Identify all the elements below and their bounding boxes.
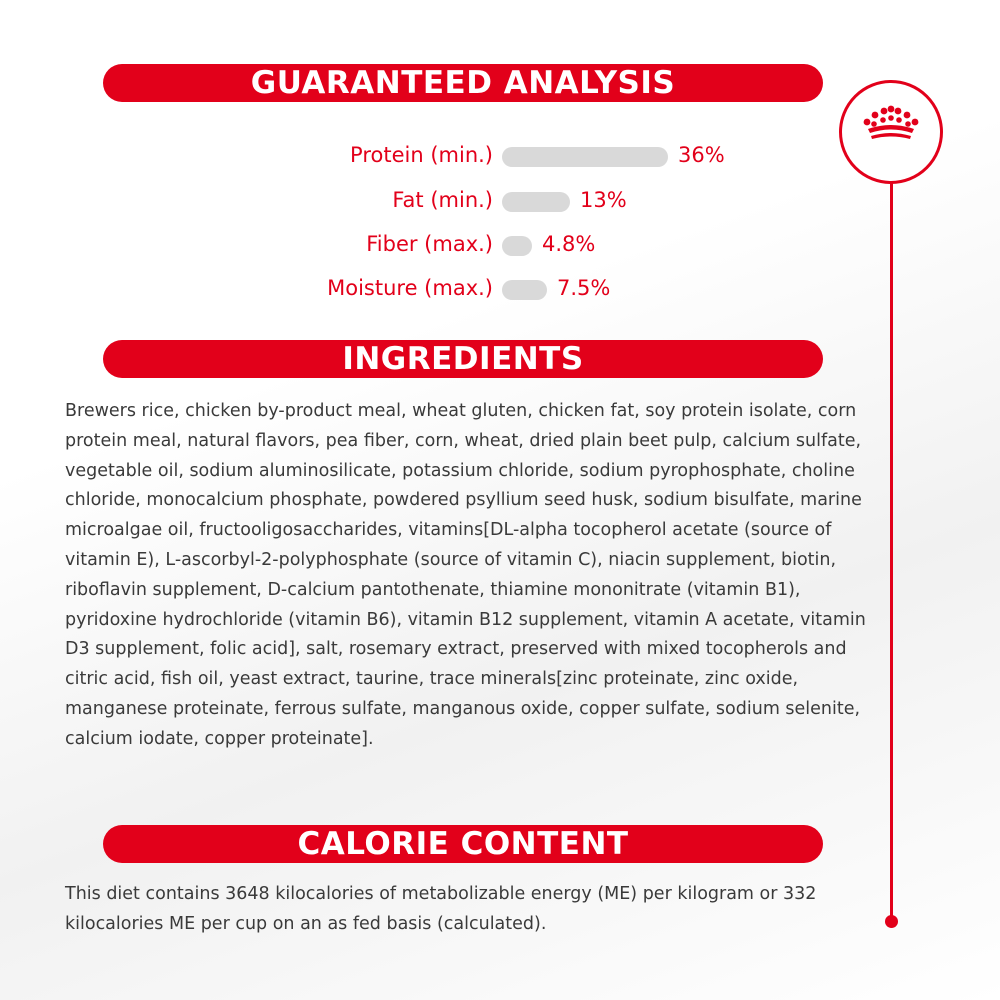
nutrient-label: Protein (min.) <box>350 143 493 167</box>
brand-logo-badge <box>839 80 943 184</box>
nutrient-bar <box>502 192 570 212</box>
ingredients-list: Brewers rice, chicken by-product meal, wheat gluten, chicken fat, soy protein isolate, corn protein meal, natural flavors, pea fiber, corn, wheat, dried plain beet pulp, calcium sulfate, vegetable oil, sodium aluminosilicate, potassium chloride, sodium pyrophosphate, choline chloride, monocalcium phosphate, powdered psyllium seed husk, sodium bisulfate, marine microalgae oil, fructooligosaccharides, vitamins[DL-alpha tocopherol acetate (source of vitamin E), L-ascorbyl-2-polyphosphate (source of vitamin C), niacin supplement, biotin, riboflavin supplement, D-calcium pantothenate, thiamine mononitrate (vitamin B1), pyridoxine hydrochloride (vitamin B6), vitamin B12 supplement, vitamin A acetate, vitamin D3 supplement, folic acid], salt, rosemary extract, preserved with mixed tocopherols and citric acid, fish oil, yeast extract, taurine, trace minerals[zinc proteinate, zinc oxide, manganese proteinate, ferrous sulfate, manganous oxide, copper sulfate, sodium selenite, calcium iodate, copper proteinate]. <box>65 401 866 749</box>
nutrient-row-fiber <box>0 229 1000 263</box>
nutrient-bar <box>502 147 668 167</box>
guaranteed-analysis-heading: GUARANTEED ANALYSIS <box>103 64 823 102</box>
nutrient-label: Fiber (max.) <box>366 232 493 256</box>
nutrient-label: Fat (min.) <box>392 188 493 212</box>
nutrient-bar <box>502 236 532 256</box>
timeline-end-dot <box>885 915 898 928</box>
timeline-line <box>890 183 893 918</box>
nutrient-value: 7.5% <box>557 276 611 300</box>
nutrient-row-fat <box>0 185 1000 219</box>
nutrient-value: 36% <box>678 143 725 167</box>
calorie-statement: This diet contains 3648 kilocalories of metabolizable energy (ME) per kilogram or 332 kilocalories ME per cup on an as fed basis (calculated). <box>65 884 817 934</box>
nutrient-bar <box>502 280 547 300</box>
nutrient-row-moisture <box>0 273 1000 307</box>
nutrient-value: 13% <box>580 188 627 212</box>
nutrient-label: Moisture (max.) <box>327 276 493 300</box>
nutrient-value: 4.8% <box>542 232 596 256</box>
crown-icon <box>860 105 922 145</box>
calorie-content-heading: CALORIE CONTENT <box>103 825 823 863</box>
ingredients-heading: INGREDIENTS <box>103 340 823 378</box>
